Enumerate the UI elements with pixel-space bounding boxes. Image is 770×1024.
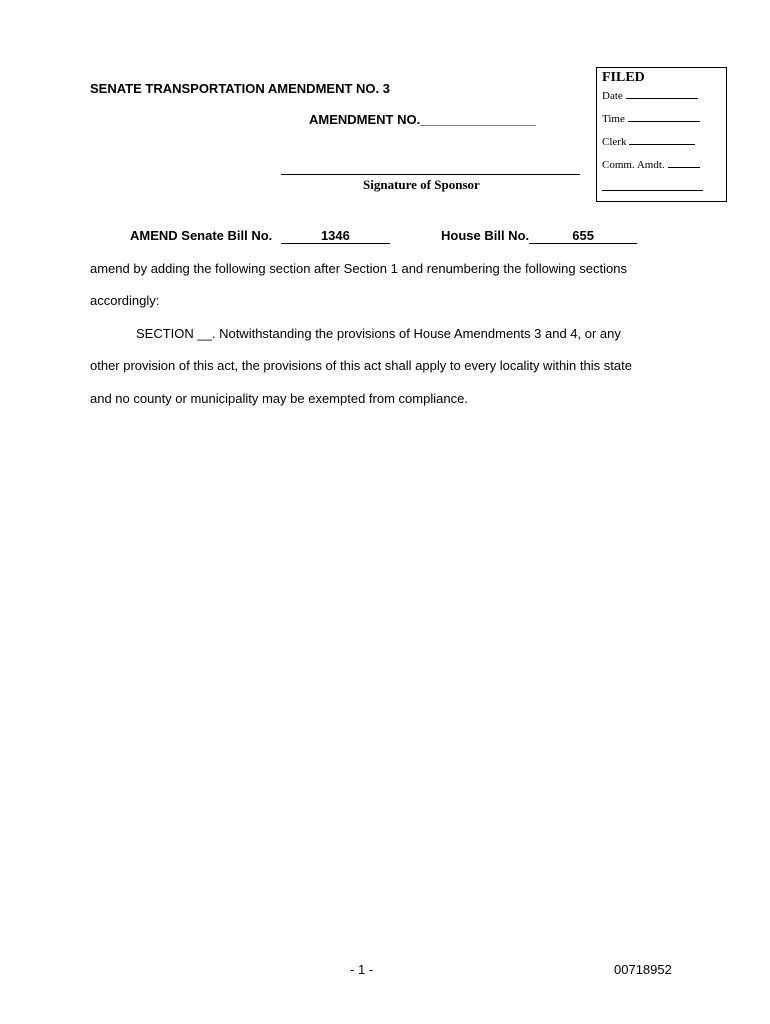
body-line-3: SECTION __. Notwithstanding the provisions of House Amendments 3 and 4, or any	[136, 326, 621, 341]
body-line-5: and no county or municipality may be exempted from compliance.	[90, 391, 468, 406]
filed-date-row	[602, 89, 698, 102]
filed-extra-field[interactable]	[602, 181, 703, 191]
filed-comm-amdt-field[interactable]	[668, 158, 700, 168]
senate-bill-number	[281, 228, 390, 244]
body-line-2: accordingly:	[90, 293, 160, 308]
signature-label: Signature of Sponsor	[363, 177, 480, 192]
filed-date-label: Date	[602, 90, 623, 102]
filed-time-field[interactable]	[628, 112, 700, 122]
body-line-4: other provision of this act, the provisions of this act shall apply to every locality within this state	[90, 358, 632, 373]
amendment-title: SENATE TRANSPORTATION AMENDMENT NO. 3	[90, 81, 390, 96]
house-bill-row	[441, 228, 637, 244]
filed-time-label: Time	[602, 113, 625, 125]
senate-bill-label: AMEND Senate Bill No.	[130, 228, 273, 243]
house-bill-number-text: 655	[572, 228, 594, 243]
filed-comm-amdt-row	[602, 158, 700, 171]
filed-clerk-row	[602, 135, 695, 148]
document-id: 00718952	[614, 962, 672, 977]
amendment-number-field[interactable]: ________________	[420, 112, 536, 127]
filed-extra-row	[602, 181, 703, 194]
senate-bill-number-text: 1346	[320, 228, 350, 243]
senate-bill-row	[130, 228, 390, 244]
house-bill-number	[529, 228, 637, 244]
body-line-1: amend by adding the following section after Section 1 and renumbering the following sections	[90, 261, 627, 276]
signature-line[interactable]	[281, 174, 580, 175]
page-number: - 1 -	[350, 962, 374, 977]
filed-title: FILED	[602, 70, 645, 85]
filed-clerk-field[interactable]	[629, 135, 695, 145]
filed-clerk-label: Clerk	[602, 136, 627, 148]
amendment-number-label: AMENDMENT NO.	[309, 112, 421, 127]
filed-stamp-box	[596, 67, 727, 202]
filed-time-row	[602, 112, 700, 125]
house-bill-label: House Bill No.	[441, 228, 530, 243]
amendment-number-row	[309, 112, 536, 127]
filed-comm-amdt-label: Comm. Amdt.	[602, 159, 665, 171]
filed-date-field[interactable]	[626, 89, 698, 99]
